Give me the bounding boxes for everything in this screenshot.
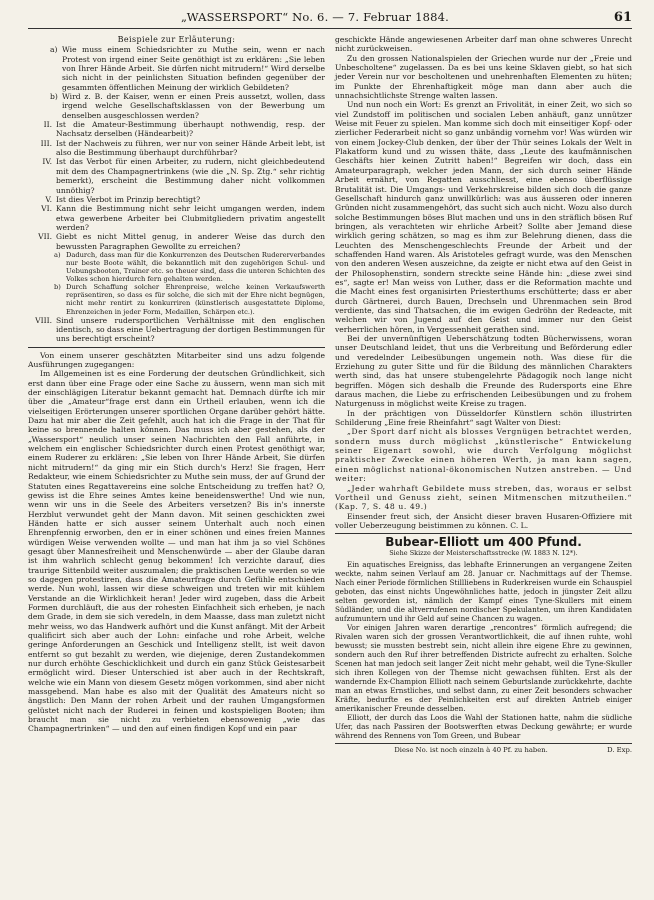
page-header (28, 10, 632, 29)
paragraph: Im Allgemeinen ist es eine Forderung der deutschen Gründlichkeit, sich erst dann über eine Frage oder eine Sache zu äussern, wenn man sich mit der einschlägigen Literatur bekannt gemacht hat. Demnach dürfte ich mir über die „Amateur“frage erst dann ein Urtheil erlauben, wenn ich die vielseitigen Erörterungen unserer sportlichen Organe darüber gehört hätte. Dazu hat mir aber die Zeit gefehlt, auch hat ich die Frage in der That für keine so brennende halten können. Das muss ich aber gestehen, als der „Wassersport“ neulich unser seinen Nachrichten den Fall anführte, in welchem ein englischer Schiedsrichter durch einen Protest genöthigt war, einem Ruderer zu erklären: „Sie leben von Ihrer Hände Arbeit, Sie dürfen nicht mitrudern!“ da ging mir ein Stich durch's Herz! Sie fragen, Herr Redakteur, wie einem Schiedsrichter zu Muthe sein muss, der auf Grund der Statuten eines Regattavereins eine solche Entscheidung zu treffen hat? O, gewiss ist die Ehre seines Amtes keine beneidenswerthe! Und wie nun, wenn wir uns in die Seele des Arbeiters versetzen? Bis in's innerste Herzblut verwundet geht der Mann davon. Mit seinen geschickten zwei Händen hatte er sich ausser seinem Unterhalt auch noch einen Ehrenpfennig erworben, den er in einer schönen und eines freien Mannes würdigen Weise verwenden wollte — und man hat ihm ja so viel Schönes gesagt über Mannesfreiheit und Menschenwürde — aber der Glaube daran ist ihm wahrlich schlecht genug bekommen! Ich verzichte darauf, dies traurige Sittenbild weiter auszumalen; die praktischen Leute werden so wie so dagegen protestiren, dass die Amateurfrage durch Gefühle entschieden werde. Nun wohl, lassen wir diese schweigen und treten wir mit kühlem Verstande an die Wirklichkeit heran! Jeder wird zugeben, dass die Arbeit Formen durchläuft, die aus der rohesten Einfachheit sich erheben, je nach dem Grade, in dem sie sich veredeln, in dem Maasse, dass man zuletzt nicht mehr weiss, wo das Handwerk aufhört und die Kunst anfängt. Mit der Arbeit qualificirt sich aber auch der Lohn: einfache und rohe Arbeit, welche geringe Anforderungen an Geschick und Intelligenz stellt, ist weit davon entfernt so gut bezahlt zu werden, wie diejenige, deren Zustandekommen nur durch erhöhte Geschicklichkeit und durch ein ganz Stück Geistesarbeit ermöglicht wird. Dieser Unterschied ist aber auch in der Rechtskraft, welche wie ein Mann von diesem Gesetz mögen vorkommen, sind aber nicht massgebend. Man habe es also mit der Qualität des Amateurs nicht so ängstlich: Den Mann der rohen Arbeit und der rauhen Umgangsformen gelüstet nicht nach der Ruderei in feinen und kostspieligen Booten; ihm braucht man sie nicht zu verbieten ebensowenig „wie das Champagnertrinken“ — und den auf einen findigen Kopf und ein paar (28, 369, 325, 734)
signature: C. L. (510, 520, 529, 530)
paragraph: Und nun noch ein Wort: Es grenzt an Frivolität, in einer Zeit, wo sich so viel Zundstoff im politischen und socialen Leben anhäuft, ganz unnützer Weise mit Feuer zu spielen. Man komme sich doch mit einseitiger Kopf- oder zierlicher Federarbeit nicht so ganz unbändig vornehm vor! Was würden wir von einem Jockey-Club denken, der über der Thür seines Lokals der Welt in Plakatform kund und zu wissen thäte, dass „Leute des kaufmännischen Geschäfts hier keinen Zutritt haben!“ Begreifen wir doch, dass ein Amateurparagraph, welcher jeden Mann, der sich durch seiner Hände Arbeit ernährt, von Regatten ausschliesst, eine ebenso überflüssige Brutalität ist. Die Umgangs- und Verkehrskreise bilden sich doch die ganze Gesellschaft hindurch ganz unwillkürlich: was aus äusseren oder inneren Gründen nicht zusammengehört, das sucht sich auch nicht. Wozu also durch solche Bestimmungen böses Blut machen und uns in den sträflich bösen Ruf bringen, als verachteten wir ehrliche Arbeit? Sollte aber Jemand diese wirklich gering schätzen, so mag es ihm zur Belehrung dienen, dass die Leuchten des Menschengeschlechts Freunde der Arbeit und der schaffenden Hand waren. Als Aristoteles gefragt wurde, was den Menschen von den anderen Wesen auszeichne, da zeigte er nicht etwa auf den Geist in der Philosophenstirn, sondern streckte seine Hände hin: „diese zwei sind es“, sagte er! Man weiss von Luther, dass er die Reformation machte und die Macht eines fest organisirten Priesterthums erschütterte; dass er aber durch Gärtnerei, durch Bauen, Drechseln und Uhrenmachen sein Brod verdiente, das sind Thatsachen, die im ewigen Gedröhn der Redeacte, mit welchen wir von Jugend auf den Geist und immer nur den Geist verherrlichen hören, in Vergessenheit gerathen sind. (335, 100, 632, 334)
left-column (28, 35, 325, 755)
divider (28, 347, 325, 348)
footer-sign: D. Exp. (607, 745, 632, 754)
question-item: VII. Giebt es nicht Mittel genug, in anderer Weise das durch den bewussten Paragraphen Gewollte zu erreichen? (38, 232, 325, 251)
paragraph: Bei der unvernünftigen Ueberschätzung todten Bücherwissens, woran unser Deutschland leidet, thut uns die Verbreitung und Beförderung edler und veredelnder Leibesübungen ungemein noth. Was diese für die Erziehung zu guter Sitte und für die Bildung des männlichen Charakters werth sind, das hat unsere stubengelehrte Pädagogik noch lange nicht begriffen. Mögen sich deshalb die Freunde des Rudersports eine Ehre daraus machen, die Liebe zu erfrischenden Leibesübungen und zu frohem Naturgenuss in möglichst weite Kreise zu tragen. (335, 334, 632, 409)
examples-list (28, 45, 325, 120)
question-item: V. Ist dies Verbot im Prinzip berechtigt? (45, 194, 201, 204)
quote: „Der Sport darf nicht als blosses Vergnügen betrachtet werden, sondern muss durch möglichst „künstlerische“ Entwickelung seiner Eigenart sowohl, wie durch Verfolgung möglichst praktischer Zwecke einen höheren Werth, ja man kann sagen, einen möglichst national-ökonomischen Nutzen anstreben. — Und weiter: (335, 427, 632, 484)
paragraph: Zu den grossen Nationalspielen der Griechen wurde nur der „Freie und Unbescholtene“ zugelassen. Da es bei uns keine Sklaven giebt, so hat sich jeder Verein nur vor bescholtenen und unehrenhaften Elementen zu hüten; im Punkte der Ehrenhaftigkeit möge man dann aber auch die unnachsichtlichste Strenge walten lassen. (335, 53, 632, 101)
article-body (335, 560, 632, 740)
paragraph: Einsender freut sich, der Ansicht dieser braven Husaren-Offiziere mit voller Ueberzeugung beistimmen zu können. C. L. (335, 511, 632, 530)
paragraph: Elliott, der durch das Loos die Wahl der Stationen hatte, nahm die südliche Ufer, das nach Passiren der Bootswerften etwas Deckung gewährte; er wurde während des Rennens von Tom Green, und Bubear (335, 712, 632, 740)
divider (335, 533, 632, 534)
footer-note (335, 743, 632, 755)
paragraph: Von einem unserer geschätzten Mitarbeiter sind uns adzu folgende Ausführungen zugegangen: (28, 350, 325, 370)
question-item: VI. Kann die Bestimmung nicht sehr leicht umgangen werden, indem etwa gewerbene Arbeiter bei Clubmitgliedern privatim angestellt werden? (41, 204, 325, 232)
paragraph: Ein aquatisches Ereigniss, das lebhafte Erinnerungen an vergangene Zeiten weckte, nahm seinen Verlauf am 28. Januar cr. Nachmittags auf der Themse. Nach einer Periode förmlichen Stillliebens in Ruderkreisen wurde ein Schauspiel geboten, das einst nichts Ungewöhnliches hatte, jedoch in jüngster Zeit allzu selten geworden ist, nämlich der Kampf eines Tyne-Skullers mit einem Südländer, und die altverrufenen nordischer Spekulanten, um ihren Kandidaten aufzumuntern und ihr Geld auf seine Chancen zu wagen. (335, 559, 632, 623)
list-item: a) Wie muss einem Schiedsrichter zu Muthe sein, wenn er nach Protest von irgend einer Seite genöthigt ist zu erklären: „Sie leben von Ihrer Hände Arbeit. Sie dürfen nicht mitrudern!“ Wird derselbe sich nicht in der peinlichsten Situation befinden gegenüber der gesammten öffentlichen Meinung der wirklich Gebildeten? (50, 45, 325, 92)
question-item: VIII. Sind unsere rudersportlichen Verhältnisse mit den englischen identisch, so dass eine Uebertragung der dortigen Bestimmungen für uns berechtigt erscheint? (35, 315, 325, 344)
columns (28, 35, 632, 755)
list-item: b) Wird z. B. der Kaiser, wenn er einen Preis aussetzt, wollen, dass irgend welche Gesellschaftsklassen von der Bewerbung um denselben ausgeschlossen werden? (50, 92, 325, 120)
paragraph: In der prächtigen von Düsseldorfer Künstlern schön illustrirten Schilderung „Eine freie Rheinfahrt“ sagt Walter von Diest: (335, 408, 632, 428)
footer-text: Diese No. ist noch einzeln à 40 Pf. zu haben. (394, 745, 548, 754)
list-item: b) Durch Schaffung solcher Ehrenpreise, welche keinen Verkaufswerth repräsentiren, so dass es für solche, die sich mit der Ehre nicht begnügen, nicht mehr rentirt zu konkurriren (künstlerisch ausgestattete Diplome, Ehrenzeichen in jeder Form, Medaillen, Schärpen etc.). (54, 283, 325, 316)
sub-list (28, 251, 325, 316)
article-subtitle: Siehe Skizze der Meisterschaftsstrecke (W. 1883 N. 12*). (389, 548, 578, 557)
article-title: Bubear-Elliott um 400 Pfund. (385, 535, 582, 550)
right-column (335, 35, 632, 755)
running-title: „WASSERSPORT“ No. 6. — 7. Februar 1884. (180, 10, 450, 24)
quote: „Jeder wahrhaft Gebildete muss streben, das, woraus er selbst Vortheil und Genuss zieht, seinen Mitmenschen mitzutheilen.“ (Kap. 7, S. 48 u. 49.) (335, 483, 632, 512)
question-item: II. Ist die Amateur-Bestimmung überhaupt nothwendig, resp. der Nachsatz derselben (Händearbeit)? (43, 120, 325, 139)
quote-reference: (Kap. 7, S. 48 u. 49.) (335, 502, 428, 512)
list-item: a) Dadurch, dass man für die Konkurrenzen des Deutschen Rudererverbandes nur beste Boote wählt, die bekanntlich mit den zugehörigen Schul- und Uebungsbooten, Trainer etc. so theuer sind, dass die unteren Schichten des Volkes schon hierdurch fern gehalten werden. (54, 250, 325, 284)
question-item: IV. Ist das Verbot für einen Arbeiter, zu rudern, nicht gleichbedeutend mit dem des Champagnertrinkens (wie die „N. Sp. Ztg.“ sehr richtig bemerkt), erscheint die Bestimmung daher nicht vollkommen unnöthig? (42, 157, 325, 195)
question-item: III. Ist der Nachweis zu führen, wer nur von seiner Hände Arbeit lebt, ist also die Bestimmung überhaupt durchführbar? (40, 138, 325, 158)
questions-list (28, 120, 325, 344)
paragraph: Vor einigen Jahren waren derartige „rencontres“ förmlich aufregend; die Rivalen waren sich der grossen Verantwortlichkeit, die auf ihnen ruhte, wohl bewusst; sie mussten bestrebt sein, nicht allein ihre eigene Ehre zu gewinnen, sondern auch den Ruf ihrer betreffenden Districte aufrecht zu erhalten. Solche Scenen hat man jedoch seit langer Zeit nicht mehr gehabt, weil die Tyne-Skuller sich ihren Kollegen von der Themse nicht gewachsen fühlten. Erst als der wandernde Ex-Champion Elliott nach seinem Geburtslande zurückkehrte, dachte man an etwas Ernstliches, und selbst dann, zu einer Zeit besonders schwacher Kräfte, bedurfte es der Peinlichkeiten erst auf direkten Antrieb einiger amerikanischer Freunde desselben. (335, 622, 632, 713)
paragraph: geschickte Hände angewiesenen Arbeiter darf man ohne schweres Unrecht nicht zurückweisen. (335, 35, 632, 54)
page-number: 61 (613, 10, 632, 25)
examples-heading: Beispiele zur Erläuterung: (117, 35, 236, 44)
